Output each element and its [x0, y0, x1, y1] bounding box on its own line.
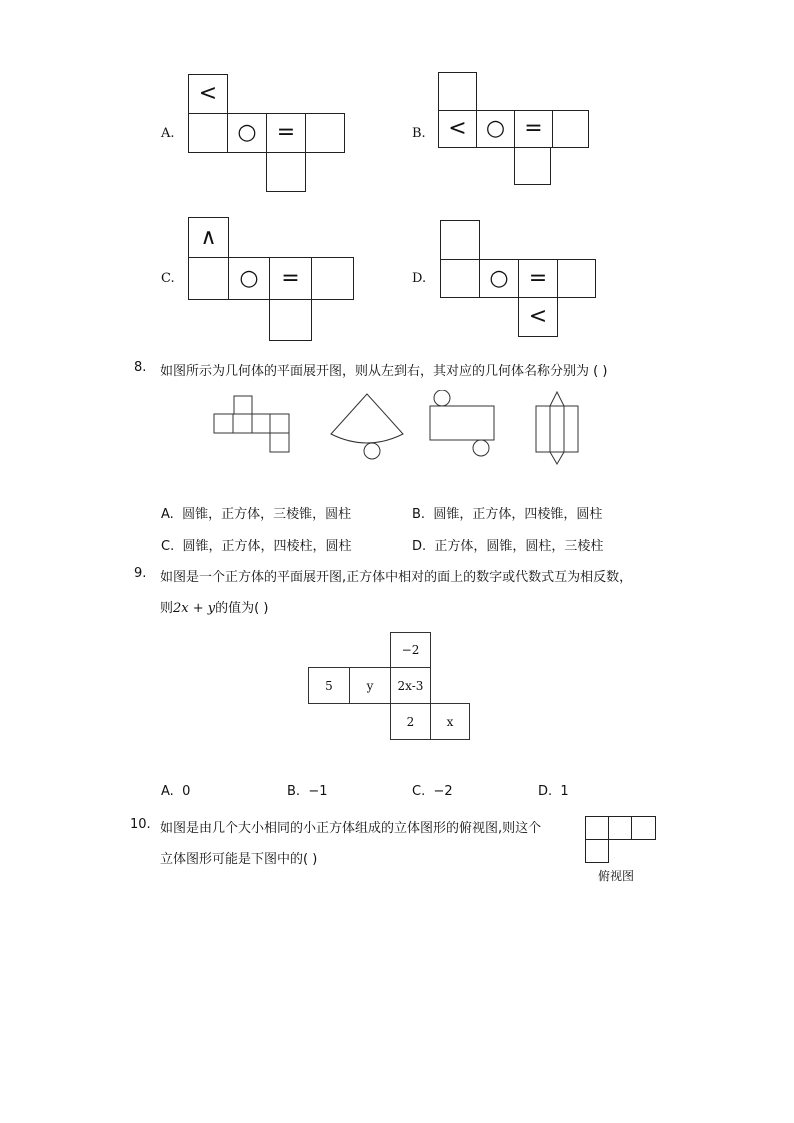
- answer-d[interactable]: D. 正方体，圆锥，圆柱，三棱柱: [412, 539, 604, 554]
- prism-net-figure: [536, 392, 578, 464]
- net-face: <: [188, 74, 228, 114]
- net-face: [305, 113, 345, 153]
- option-label: B.: [412, 126, 426, 141]
- net-face: <: [518, 297, 558, 337]
- view-square: [585, 816, 609, 840]
- question-stem: 如图所示为几何体的平面展开图，则从左到右，其对应的几何体名称分别为 ( ): [160, 364, 608, 379]
- net-face: [514, 147, 551, 185]
- net-face: 2: [390, 703, 431, 740]
- net-face: [269, 299, 312, 341]
- question-number: 10.: [130, 817, 151, 832]
- answer-a[interactable]: A. 圆锥，正方体，三棱锥，圆柱: [161, 507, 352, 522]
- net-face: ○: [476, 110, 515, 148]
- option-label: D.: [412, 271, 427, 286]
- net-face: x: [430, 703, 470, 740]
- answer-c[interactable]: C. −2: [412, 784, 453, 799]
- net-face-top: −2: [390, 632, 431, 668]
- net-face: =: [269, 257, 312, 300]
- view-caption: 俯视图: [598, 869, 635, 883]
- net-face: y: [349, 667, 391, 704]
- answer-d[interactable]: D. 1: [538, 784, 569, 799]
- question-stem-line2: 立体图形可能是下图中的( ): [160, 852, 318, 867]
- view-square: [585, 839, 609, 863]
- answer-b[interactable]: B. 圆锥，正方体，四棱锥，圆柱: [412, 507, 603, 522]
- cube-net-figure: [214, 396, 289, 452]
- answer-b[interactable]: B. −1: [287, 784, 328, 799]
- cone-net-figure: [331, 394, 403, 459]
- cylinder-net-figure: [430, 390, 494, 456]
- question-stem-line2: 则2x + y的值为( ): [160, 601, 269, 616]
- view-square: [631, 816, 656, 840]
- question-stem-line1: 如图是一个正方体的平面展开图,正方体中相对的面上的数字或代数式互为相反数，: [160, 570, 633, 585]
- q8-net-figures: [205, 390, 625, 465]
- net-face: [188, 113, 228, 153]
- question-stem-line1: 如图是由几个大小相同的小正方体组成的立体图形的俯视图,则这个: [160, 821, 542, 836]
- net-face: [188, 257, 229, 300]
- net-face: [311, 257, 354, 300]
- net-face: ○: [227, 113, 267, 153]
- view-square: [608, 816, 632, 840]
- net-face: =: [266, 113, 306, 153]
- net-face: 5: [308, 667, 350, 704]
- net-face: ○: [479, 259, 519, 298]
- net-face: [440, 220, 480, 260]
- net-face: [438, 72, 477, 111]
- net-face: =: [518, 259, 558, 298]
- option-label: C.: [161, 271, 175, 286]
- answer-c[interactable]: C. 圆锥，正方体，四棱柱，圆柱: [161, 539, 352, 554]
- question-number: 8.: [134, 360, 147, 375]
- net-face: [557, 259, 596, 298]
- answer-a[interactable]: A. 0: [161, 784, 191, 799]
- option-label: A.: [161, 126, 175, 141]
- net-face: =: [514, 110, 553, 148]
- net-face: [266, 152, 306, 192]
- net-face: 2x-3: [390, 667, 431, 704]
- question-number: 9.: [134, 566, 147, 581]
- net-face: ∧: [188, 217, 229, 258]
- net-face: [440, 259, 480, 298]
- net-face: [552, 110, 589, 148]
- net-face: <: [438, 110, 477, 148]
- net-face: ○: [228, 257, 270, 300]
